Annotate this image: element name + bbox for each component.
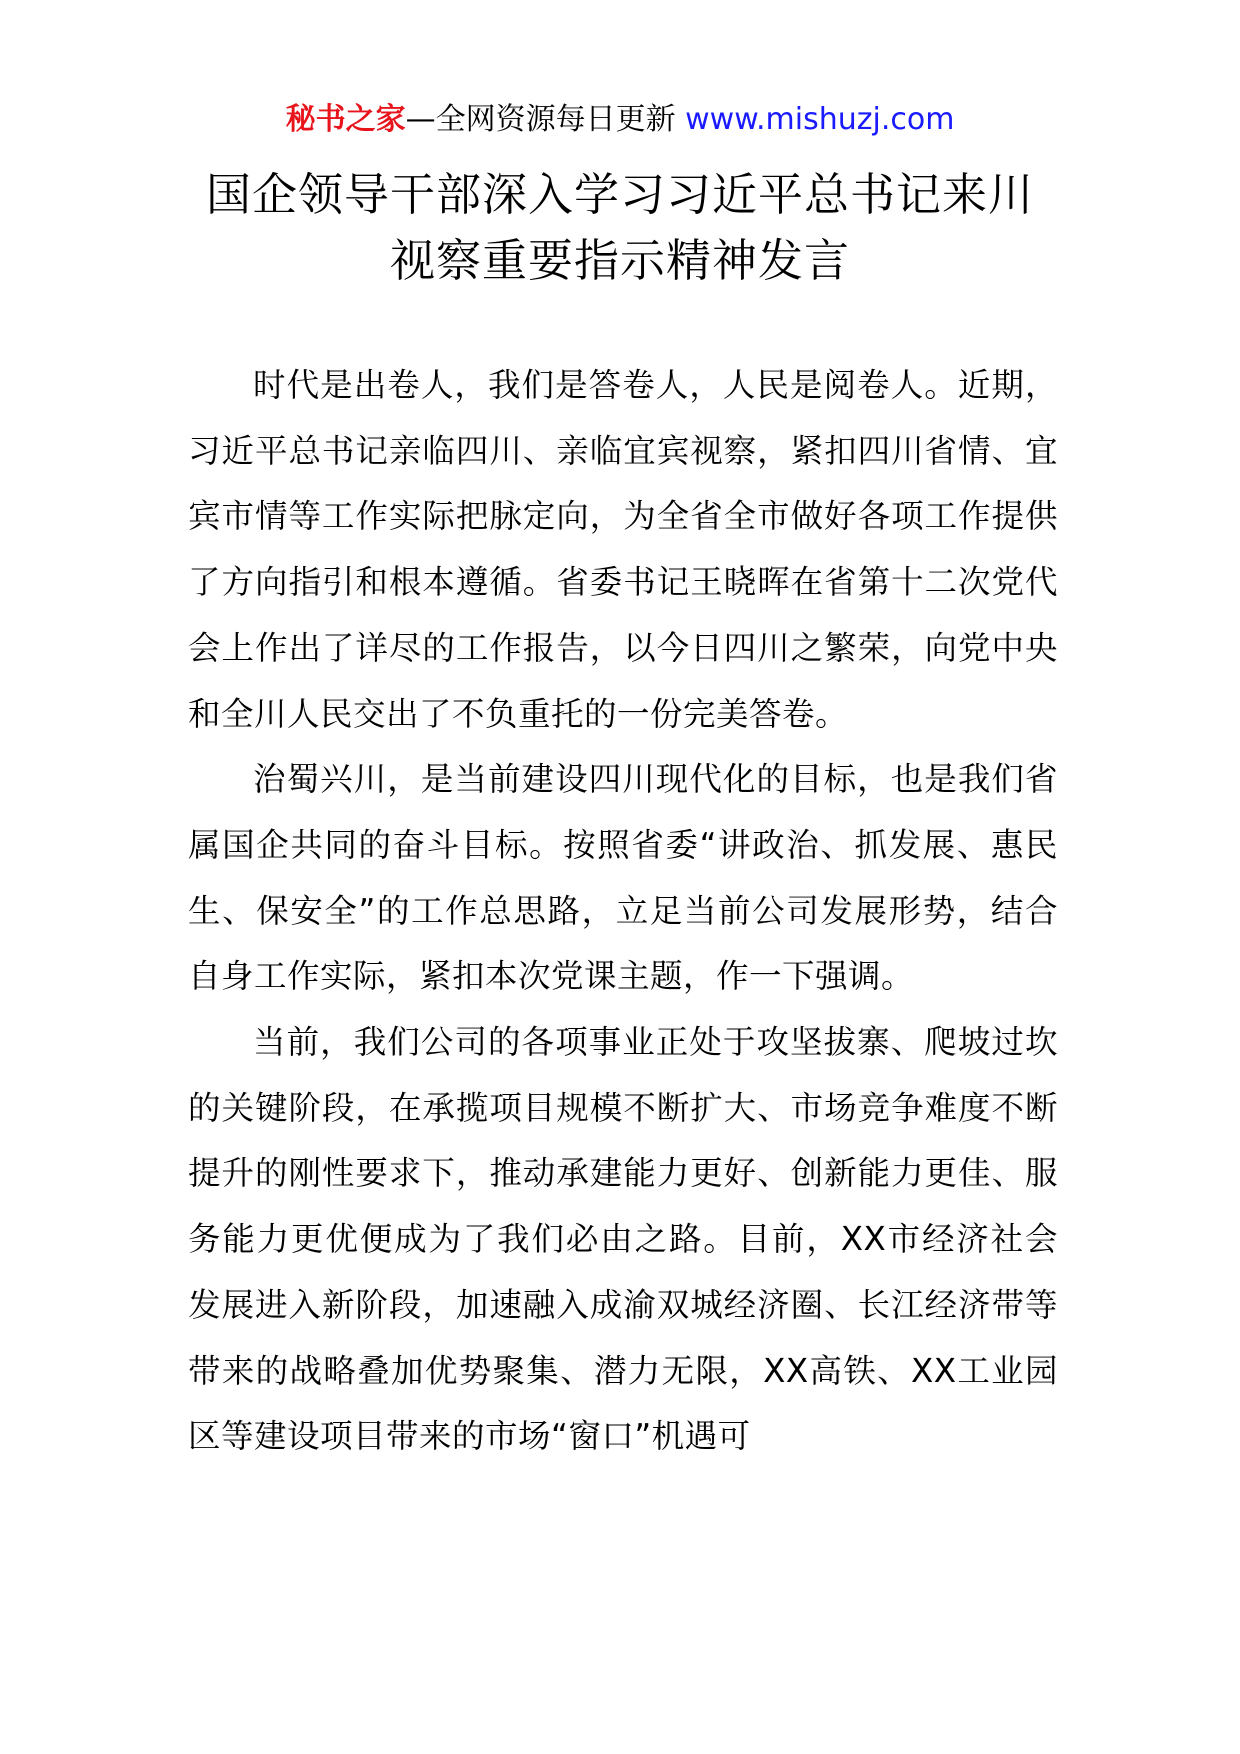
document-body: [188, 353, 1058, 1470]
paragraph-1: 时代是出卷人，我们是答卷人，人民是阅卷人。近期，习近平总书记亲临四川、亲临宜宾视察，紧扣四川省情、宜宾市情等工作实际把脉定向，为全省全市做好各项工作提供了方向指引和根本遵循。省委书记王晓晖在省第十二次党代会上作出了详尽的工作报告，以今日四川之繁荣，向党中央和全川人民交出了不负重托的一份完美答卷。: [188, 366, 1058, 733]
site-header: [0, 100, 1240, 140]
paragraph-3: 当前，我们公司的各项事业正处于攻坚拔寨、爬坡过坎的关键阶段，在承揽项目规模不断扩大、市场竞争难度不断提升的刚性要求下，推动承建能力更好、创新能力更佳、服务能力更优便成为了我们必由之路。目前，XX市经济社会发展进入新阶段，加速融入成渝双城经济圈、长江经济带等带来的战略叠加优势聚集、潜力无限，XX高铁、XX工业园区等建设项目带来的市场“窗口”机遇可: [188, 1023, 1058, 1456]
site-slogan: —全网资源每日更新: [405, 102, 676, 137]
document-title-line-1: 国企领导干部深入学习习近平总书记来川: [205, 168, 1034, 221]
document-title-line-2: 视察重要指示精神发言: [389, 234, 850, 287]
paragraph-2: 治蜀兴川，是当前建设四川现代化的目标，也是我们省属国企共同的奋斗目标。按照省委“讲政治、抓发展、惠民生、保安全”的工作总思路，立足当前公司发展形势，结合自身工作实际，紧扣本次党课主题，作一下强调。: [188, 760, 1058, 996]
document-title: [160, 162, 1080, 294]
site-url-link[interactable]: www.mishuzj.com: [685, 102, 955, 137]
site-brand: 秘书之家: [285, 102, 406, 137]
